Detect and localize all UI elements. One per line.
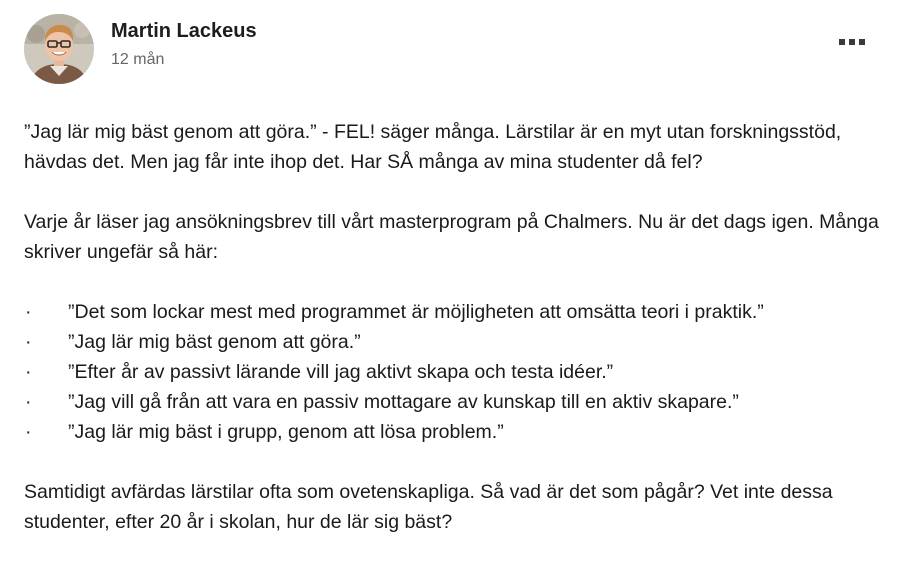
bullet-marker: · <box>25 421 32 443</box>
list-item-text: ”Jag vill gå från att vara en passiv mottagare av kunskap till en aktiv skapare.” <box>68 391 739 413</box>
post-body <box>24 117 904 537</box>
list-item <box>24 387 904 417</box>
bullet-marker: · <box>25 331 32 353</box>
list-item-text: ”Efter år av passivt lärande vill jag aktivt skapa och testa idéer.” <box>68 361 614 383</box>
avatar[interactable] <box>24 14 94 84</box>
list-item-text: ”Jag lär mig bäst genom att göra.” <box>68 331 361 353</box>
author-name[interactable]: Martin Lackeus <box>111 20 257 42</box>
post-timestamp: 12 mån <box>111 51 165 68</box>
bullet-marker: · <box>25 391 32 413</box>
bullet-marker: · <box>25 361 32 383</box>
post-header <box>24 14 894 84</box>
more-options-button[interactable] <box>830 28 874 56</box>
list-item-text: ”Jag lär mig bäst i grupp, genom att lösa problem.” <box>68 421 504 443</box>
post-paragraph: Samtidigt avfärdas lärstilar ofta som ovetenskapliga. Så vad är det som pågår? Vet inte dessa studenter, efter 20 år i skolan, hur de lär sig bäst? <box>24 481 833 533</box>
list-item <box>24 417 904 447</box>
list-item-text: ”Det som lockar mest med programmet är möjligheten att omsätta teori i praktik.” <box>68 301 764 323</box>
bullet-marker: · <box>25 301 32 323</box>
post-paragraph: Varje år läser jag ansökningsbrev till vårt masterprogram på Chalmers. Nu är det dags igen. Många skriver ungefär så här: <box>24 211 879 263</box>
more-horizontal-icon <box>837 39 867 45</box>
list-item <box>24 357 904 387</box>
list-item <box>24 297 904 327</box>
post-paragraph: ”Jag lär mig bäst genom att göra.” - FEL! säger många. Lärstilar är en myt utan forskningsstöd, hävdas det. Men jag får inte ihop det. Har SÅ många av mina studenter då fel? <box>24 121 842 173</box>
list-item <box>24 327 904 357</box>
bullet-list <box>24 297 904 447</box>
avatar-photo-icon <box>24 14 94 84</box>
